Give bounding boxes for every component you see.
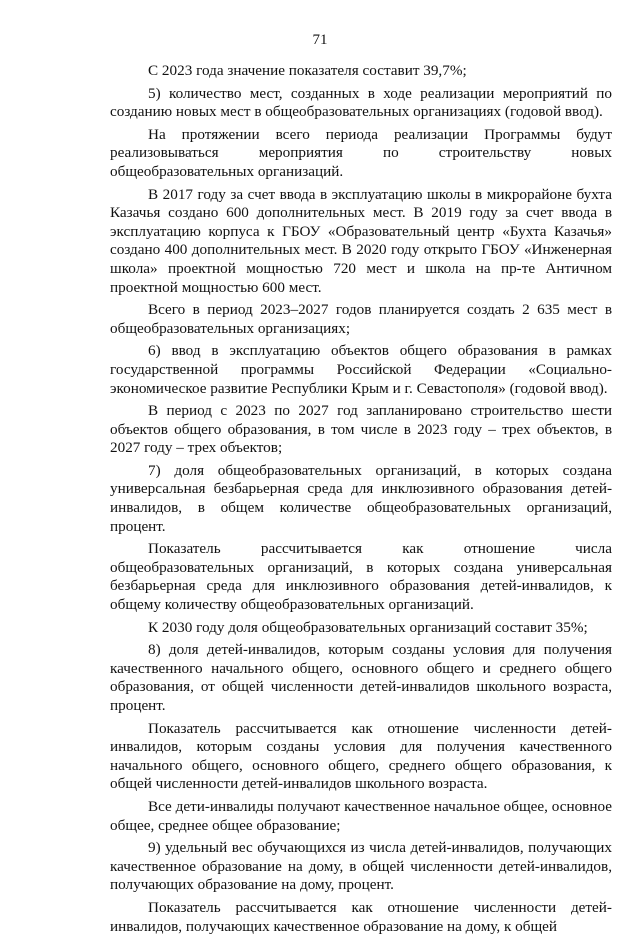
page-number: 71 — [312, 32, 328, 48]
paragraph: Всего в период 2023–2027 годов планируется создать 2 635 мест в общеобразовательных организациях; — [110, 301, 612, 337]
paragraph: К 2030 году доля общеобразовательных организаций составит 35%; — [148, 618, 588, 636]
paragraph: Показатель рассчитывается как отношение численности детей-инвалидов, получающих качественное образование на дому, к общей — [110, 898, 612, 935]
paragraph: 9) удельный вес обучающихся из числа детей-инвалидов, получающих качественное образование на дому, в общей численности детей-инвалидов, получающих образование на дому, процент. — [110, 839, 612, 894]
paragraph: Все дети-инвалиды получают качественное начальное общее, основное общее, среднее общее образование; — [110, 797, 612, 834]
document-body — [110, 62, 612, 940]
paragraph: 5) количество мест, созданных в ходе реализации мероприятий по созданию новых мест в общеобразовательных организациях (годовой ввод). — [110, 84, 612, 121]
paragraph: Показатель рассчитывается как отношение численности детей-инвалидов, которым созданы условия для получения качественного начального общего, основного общего, среднего общего образования, к общей численности детей-инвалидов школьного возраста. — [110, 719, 612, 793]
paragraph: На протяжении всего периода реализации Программы будут реализовываться мероприятия по строительству новых общеобразовательных организаций. — [110, 125, 612, 180]
paragraph: 7) доля общеобразовательных организаций, в которых создана универсальная безбарьерная среда для инклюзивного образования детей-инвалидов, в общем количестве общеобразовательных организаций, процент. — [110, 461, 612, 535]
paragraph: В период с 2023 по 2027 год запланировано строительство шести объектов общего образования, в том числе в 2023 году – трех объектов, в 2027 году – трех объектов; — [110, 402, 612, 457]
paragraph: 6) ввод в эксплуатацию объектов общего образования в рамках государственной программы Российской Федерации «Социально-экономическое развитие Республики Крым и г. Севастополя» (годовой ввод). — [110, 342, 612, 397]
paragraph: В 2017 году за счет ввода в эксплуатацию школы в микрорайоне бухта Казачья создано 600 дополнительных мест. В 2019 году за счет ввода в эксплуатацию корпуса к ГБОУ «Образовательный центр «Бухта Казачья» создано 400 дополнительных мест. В 2020 году открыто ГБОУ «Инженерная школа» проектной мощностью 720 мест и школа на пр-те Античном проектной мощностью 600 мест. — [110, 185, 612, 296]
paragraph: Показатель рассчитывается как отношение числа общеобразовательных организаций, в которых создана универсальная безбарьерная среда для инклюзивного образования детей-инвалидов, к общему количеству общеобразовательных организаций. — [110, 540, 612, 614]
paragraph: С 2023 года значение показателя составит 39,7%; — [148, 62, 467, 79]
paragraph: 8) доля детей-инвалидов, которым созданы условия для получения качественного начального общего, основного общего и среднего общего образования, от общей численности детей-инвалидов школьного возраста, процент. — [110, 641, 612, 714]
